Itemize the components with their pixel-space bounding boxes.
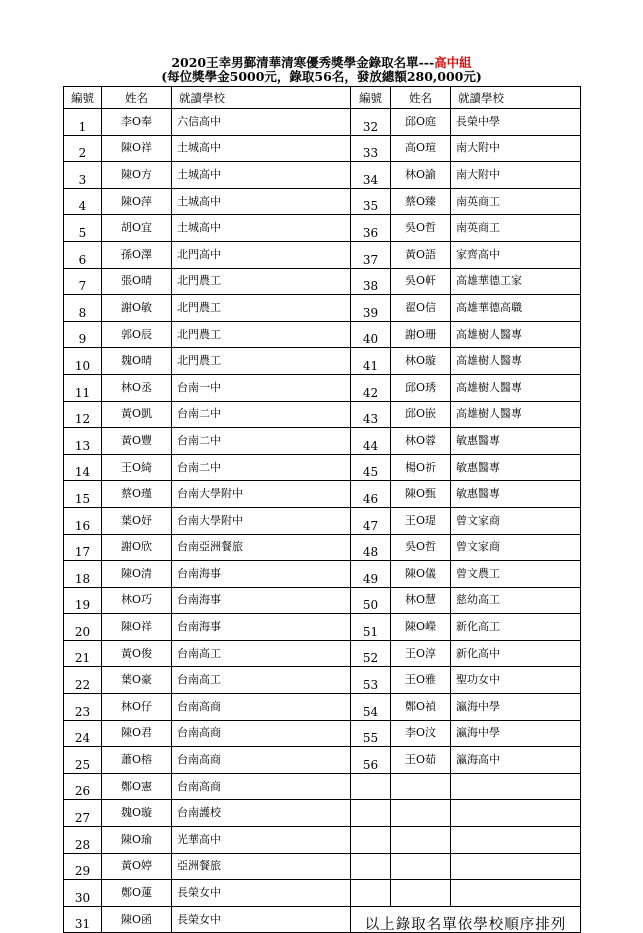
- school-name: 高雄樹人醫專: [451, 401, 581, 428]
- table-row: [64, 720, 581, 747]
- student-name: 黃O豐: [102, 428, 172, 455]
- table-row: [64, 321, 581, 348]
- row-number: 45: [351, 454, 391, 481]
- row-number: 34: [351, 162, 391, 189]
- student-name: 黃O語: [391, 241, 451, 268]
- scholarship-roster-table: [63, 86, 581, 933]
- school-name: 台南高商: [172, 747, 351, 774]
- school-name: 敏惠醫專: [451, 454, 581, 481]
- school-name: 北門農工: [172, 268, 351, 295]
- row-number: 12: [64, 401, 102, 428]
- row-number: 6: [64, 241, 102, 268]
- row-number: 22: [64, 667, 102, 694]
- header-name: 姓名: [102, 87, 172, 109]
- student-name: 楊O祈: [391, 454, 451, 481]
- row-number: 32: [351, 109, 391, 136]
- row-number: 40: [351, 321, 391, 348]
- row-number: 2: [64, 135, 102, 162]
- table-row: [64, 534, 581, 561]
- table-row: [64, 109, 581, 136]
- school-name: 台南護校: [172, 800, 351, 827]
- row-number: 10: [64, 348, 102, 375]
- school-name: 長榮女中: [172, 906, 351, 933]
- student-name: 蔡O瑾: [102, 481, 172, 508]
- student-name: 陳O君: [102, 720, 172, 747]
- student-name: 林O蓉: [391, 428, 451, 455]
- school-name: 台南高商: [172, 720, 351, 747]
- row-number: 4: [64, 188, 102, 215]
- student-name: 陳O瑜: [102, 827, 172, 854]
- student-name: 陳O祥: [102, 614, 172, 641]
- empty-cell: [351, 853, 391, 880]
- empty-cell: [451, 880, 581, 907]
- school-name: 瀛海高中: [451, 747, 581, 774]
- row-number: 3: [64, 162, 102, 189]
- row-number: 25: [64, 747, 102, 774]
- student-name: 高O瑄: [391, 135, 451, 162]
- school-name: 台南高工: [172, 640, 351, 667]
- student-name: 謝O欣: [102, 534, 172, 561]
- table-row: [64, 188, 581, 215]
- school-name: 台南海事: [172, 614, 351, 641]
- school-name: 土城高中: [172, 162, 351, 189]
- table-row: [64, 773, 581, 800]
- student-name: 鄭O蓮: [102, 880, 172, 907]
- school-name: 台南二中: [172, 401, 351, 428]
- school-name: 土城高中: [172, 135, 351, 162]
- row-number: 23: [64, 694, 102, 721]
- header-row: [64, 87, 581, 109]
- table-row: [64, 135, 581, 162]
- student-name: 黃O凱: [102, 401, 172, 428]
- table-row: [64, 215, 581, 242]
- row-number: 28: [64, 827, 102, 854]
- school-name: 南大附中: [451, 162, 581, 189]
- student-name: 鄭O憲: [102, 773, 172, 800]
- school-name: 土城高中: [172, 188, 351, 215]
- school-name: 瀛海中學: [451, 694, 581, 721]
- empty-cell: [391, 773, 451, 800]
- school-name: 高雄樹人醫專: [451, 348, 581, 375]
- student-name: 吳O軒: [391, 268, 451, 295]
- school-name: 高雄華德高職: [451, 295, 581, 322]
- empty-cell: [451, 827, 581, 854]
- table-row: [64, 747, 581, 774]
- school-name: 敏惠醫專: [451, 428, 581, 455]
- title-group-highlight: 高中組: [434, 55, 472, 70]
- school-name: 高雄樹人醫專: [451, 374, 581, 401]
- row-number: 38: [351, 268, 391, 295]
- table-row: [64, 295, 581, 322]
- empty-cell: [451, 773, 581, 800]
- empty-cell: [391, 853, 451, 880]
- row-number: 46: [351, 481, 391, 508]
- student-name: 邱O琇: [391, 374, 451, 401]
- table-row: [64, 162, 581, 189]
- student-name: 翟O信: [391, 295, 451, 322]
- school-name: 曾文家商: [451, 507, 581, 534]
- student-name: 葉O妤: [102, 507, 172, 534]
- student-name: 陳O儀: [391, 561, 451, 588]
- student-name: 邱O嵌: [391, 401, 451, 428]
- row-number: 44: [351, 428, 391, 455]
- row-number: 17: [64, 534, 102, 561]
- table-row: [64, 561, 581, 588]
- school-name: 土城高中: [172, 215, 351, 242]
- empty-cell: [351, 827, 391, 854]
- student-name: 王O綺: [102, 454, 172, 481]
- document-subtitle: (每位獎學金5000元，錄取56名，發放總額280,000元): [161, 69, 482, 84]
- school-name: 北門農工: [172, 348, 351, 375]
- row-number: 18: [64, 561, 102, 588]
- table-row: [64, 454, 581, 481]
- table-row: [64, 906, 581, 933]
- student-name: 郭O辰: [102, 321, 172, 348]
- school-name: 高雄華德工家: [451, 268, 581, 295]
- student-name: 鄭O禎: [391, 694, 451, 721]
- table-row: [64, 880, 581, 907]
- table-row: [64, 827, 581, 854]
- student-name: 陳O嶸: [391, 614, 451, 641]
- student-name: 陳O函: [102, 906, 172, 933]
- row-number: 29: [64, 853, 102, 880]
- table-row: [64, 401, 581, 428]
- student-name: 魏O璇: [102, 800, 172, 827]
- school-name: 長榮中學: [451, 109, 581, 136]
- school-name: 台南二中: [172, 454, 351, 481]
- student-name: 葉O豪: [102, 667, 172, 694]
- student-name: 胡O宜: [102, 215, 172, 242]
- row-number: 1: [64, 109, 102, 136]
- empty-cell: [351, 880, 391, 907]
- table-row: [64, 507, 581, 534]
- school-name: 高雄樹人醫專: [451, 321, 581, 348]
- student-name: 謝O敏: [102, 295, 172, 322]
- row-number: 11: [64, 374, 102, 401]
- row-number: 35: [351, 188, 391, 215]
- empty-cell: [451, 853, 581, 880]
- school-name: 台南海事: [172, 561, 351, 588]
- school-name: 北門農工: [172, 321, 351, 348]
- empty-cell: [391, 827, 451, 854]
- roster-body: [64, 109, 581, 933]
- school-name: 南英商工: [451, 188, 581, 215]
- student-name: 陳O甄: [391, 481, 451, 508]
- student-name: 王O瑅: [391, 507, 451, 534]
- school-name: 台南高工: [172, 667, 351, 694]
- school-name: 新化高工: [451, 614, 581, 641]
- table-row: [64, 800, 581, 827]
- table-row: [64, 640, 581, 667]
- empty-cell: [391, 800, 451, 827]
- student-name: 林O諭: [391, 162, 451, 189]
- student-name: 王O淳: [391, 640, 451, 667]
- school-name: 台南海事: [172, 587, 351, 614]
- row-number: 31: [64, 906, 102, 933]
- table-row: [64, 694, 581, 721]
- table-row: [64, 614, 581, 641]
- student-name: 林O丞: [102, 374, 172, 401]
- school-name: 聖功女中: [451, 667, 581, 694]
- row-number: 20: [64, 614, 102, 641]
- school-name: 六信高中: [172, 109, 351, 136]
- student-name: 林O巧: [102, 587, 172, 614]
- row-number: 48: [351, 534, 391, 561]
- student-name: 張O晴: [102, 268, 172, 295]
- row-number: 47: [351, 507, 391, 534]
- school-name: 新化高中: [451, 640, 581, 667]
- table-row: [64, 428, 581, 455]
- row-number: 51: [351, 614, 391, 641]
- student-name: 陳O清: [102, 561, 172, 588]
- table-row: [64, 268, 581, 295]
- student-name: 陳O祥: [102, 135, 172, 162]
- school-name: 敏惠醫專: [451, 481, 581, 508]
- header-school: 就讀學校: [172, 87, 351, 109]
- student-name: 林O慧: [391, 587, 451, 614]
- school-name: 台南高商: [172, 694, 351, 721]
- row-number: 37: [351, 241, 391, 268]
- student-name: 吳O哲: [391, 215, 451, 242]
- row-number: 52: [351, 640, 391, 667]
- row-number: 24: [64, 720, 102, 747]
- row-number: 55: [351, 720, 391, 747]
- school-name: 光華高中: [172, 827, 351, 854]
- school-name: 亞洲餐旅: [172, 853, 351, 880]
- school-name: 台南亞洲餐旅: [172, 534, 351, 561]
- row-number: 53: [351, 667, 391, 694]
- student-name: 蕭O榕: [102, 747, 172, 774]
- school-name: 瀛海中學: [451, 720, 581, 747]
- row-number: 5: [64, 215, 102, 242]
- row-number: 7: [64, 268, 102, 295]
- header-name-right: 姓名: [391, 87, 451, 109]
- school-name: 南大附中: [451, 135, 581, 162]
- student-name: 魏O晴: [102, 348, 172, 375]
- student-name: 林O璇: [391, 348, 451, 375]
- row-number: 42: [351, 374, 391, 401]
- school-name: 台南高商: [172, 773, 351, 800]
- student-name: 邱O庭: [391, 109, 451, 136]
- school-name: 北門高中: [172, 241, 351, 268]
- student-name: 孫O澤: [102, 241, 172, 268]
- empty-cell: [351, 773, 391, 800]
- student-name: 李O汶: [391, 720, 451, 747]
- school-name: 長榮女中: [172, 880, 351, 907]
- table-row: [64, 587, 581, 614]
- empty-cell: [451, 800, 581, 827]
- row-number: 14: [64, 454, 102, 481]
- student-name: 蔡O臻: [391, 188, 451, 215]
- row-number: 21: [64, 640, 102, 667]
- header-no: 編號: [64, 87, 102, 109]
- student-name: 黃O俊: [102, 640, 172, 667]
- school-name: 慈幼高工: [451, 587, 581, 614]
- row-number: 8: [64, 295, 102, 322]
- row-number: 27: [64, 800, 102, 827]
- school-name: 台南大學附中: [172, 481, 351, 508]
- row-number: 56: [351, 747, 391, 774]
- title-prefix: 2020王幸男鄞清華清寒優秀獎學金錄取名單---: [171, 55, 435, 70]
- school-name: 台南二中: [172, 428, 351, 455]
- table-row: [64, 348, 581, 375]
- school-name: 家齊高中: [451, 241, 581, 268]
- school-name: 曾文農工: [451, 561, 581, 588]
- student-name: 謝O珊: [391, 321, 451, 348]
- row-number: 36: [351, 215, 391, 242]
- empty-cell: [391, 880, 451, 907]
- student-name: 吳O哲: [391, 534, 451, 561]
- row-number: 50: [351, 587, 391, 614]
- school-name: 北門農工: [172, 295, 351, 322]
- student-name: 陳O方: [102, 162, 172, 189]
- school-name: 台南一中: [172, 374, 351, 401]
- student-name: 王O茹: [391, 747, 451, 774]
- student-name: 王O雅: [391, 667, 451, 694]
- row-number: 43: [351, 401, 391, 428]
- row-number: 26: [64, 773, 102, 800]
- school-name: 曾文家商: [451, 534, 581, 561]
- row-number: 39: [351, 295, 391, 322]
- row-number: 41: [351, 348, 391, 375]
- row-number: 33: [351, 135, 391, 162]
- table-row: [64, 481, 581, 508]
- table-row: [64, 667, 581, 694]
- school-name: 台南大學附中: [172, 507, 351, 534]
- student-name: 林O仔: [102, 694, 172, 721]
- row-number: 9: [64, 321, 102, 348]
- row-number: 15: [64, 481, 102, 508]
- table-row: [64, 853, 581, 880]
- table-row: [64, 374, 581, 401]
- student-name: 李O奉: [102, 109, 172, 136]
- row-number: 30: [64, 880, 102, 907]
- student-name: 陳O萍: [102, 188, 172, 215]
- empty-cell: [351, 800, 391, 827]
- student-name: 黃O婷: [102, 853, 172, 880]
- row-number: 16: [64, 507, 102, 534]
- row-number: 19: [64, 587, 102, 614]
- row-number: 13: [64, 428, 102, 455]
- header-school-right: 就讀學校: [451, 87, 581, 109]
- row-number: 49: [351, 561, 391, 588]
- header-no-right: 編號: [351, 87, 391, 109]
- table-row: [64, 241, 581, 268]
- school-name: 南英商工: [451, 215, 581, 242]
- footer-note: 以上錄取名單依學校順序排列: [351, 906, 581, 933]
- row-number: 54: [351, 694, 391, 721]
